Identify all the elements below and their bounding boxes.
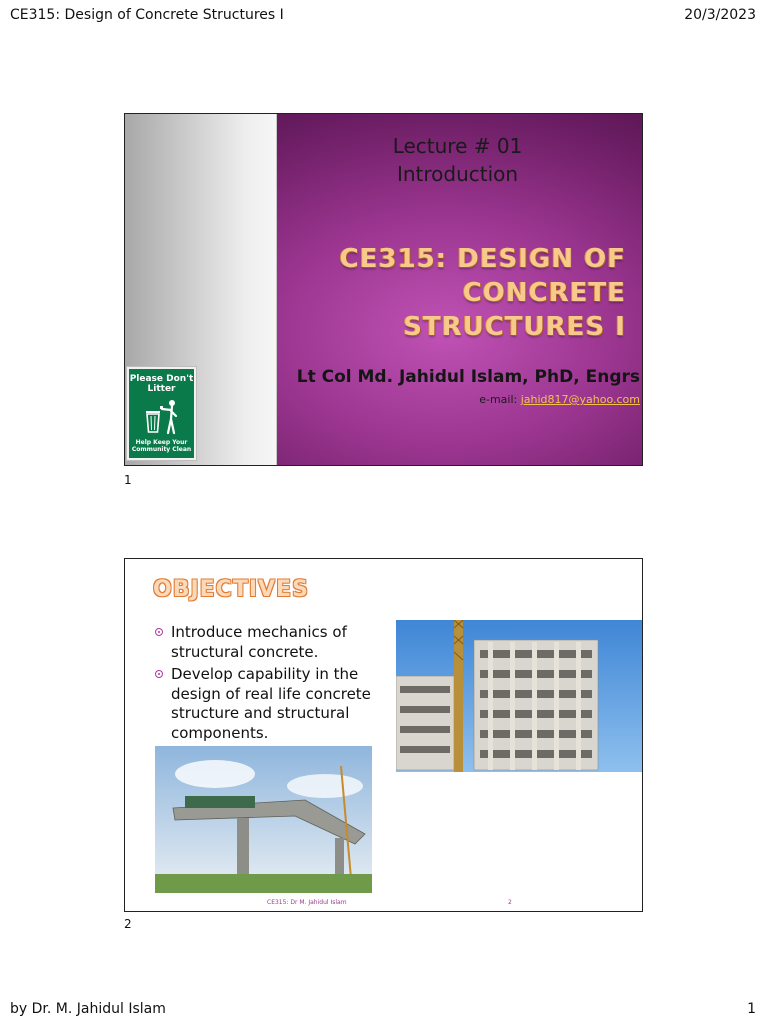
building-construction-photo — [396, 620, 643, 772]
objectives-list — [155, 623, 393, 746]
bullet-icon — [155, 670, 163, 678]
slide-number-1: 1 — [124, 473, 132, 487]
lecture-number: Lecture # 01 — [392, 134, 523, 158]
sign-line-2: Litter — [147, 384, 176, 394]
bullet-icon — [155, 628, 163, 636]
sign-line-3: Help Keep Your — [135, 439, 188, 446]
email-link[interactable]: jahid817@yahoo.com — [520, 393, 640, 406]
slide-1 — [124, 113, 643, 466]
slide-title — [186, 242, 626, 344]
email-row — [479, 393, 640, 406]
objectives-heading: OBJECTIVES — [153, 577, 309, 602]
author-name: Lt Col Md. Jahidul Islam, PhD, Engrs — [296, 367, 640, 387]
page-footer-author: by Dr. M. Jahidul Islam — [10, 1001, 166, 1017]
bridge-construction-photo — [155, 746, 372, 893]
lecture-heading — [345, 132, 570, 188]
litter-sign-image — [127, 367, 196, 460]
list-item — [155, 623, 393, 662]
course-header-title: CE315: Design of Concrete Structures I — [10, 7, 284, 23]
slide-2 — [124, 558, 643, 912]
sign-line-4: Community Clean — [131, 446, 192, 453]
slide-footer-page: 2 — [508, 899, 512, 906]
sign-line-1: Please Don't — [129, 374, 194, 384]
email-label: e-mail: — [479, 393, 518, 406]
slide-number-2: 2 — [124, 917, 132, 931]
lecture-topic: Introduction — [396, 162, 519, 186]
slide-title-line-1: CE315: DESIGN OF CONCRETE — [339, 244, 626, 308]
bullet-text: Introduce mechanics of structural concrete. — [171, 623, 347, 661]
slide-title-line-2: STRUCTURES I — [403, 312, 626, 342]
bullet-text: Develop capability in the design of real life concrete structure and structural components. — [171, 665, 371, 742]
slide-footer-text: CE315: Dr M. Jahidul Islam — [267, 899, 347, 906]
header-date: 20/3/2023 — [684, 7, 756, 23]
trash-bin-icon — [143, 399, 183, 435]
page-footer-number: 1 — [747, 1001, 756, 1017]
list-item — [155, 665, 393, 743]
